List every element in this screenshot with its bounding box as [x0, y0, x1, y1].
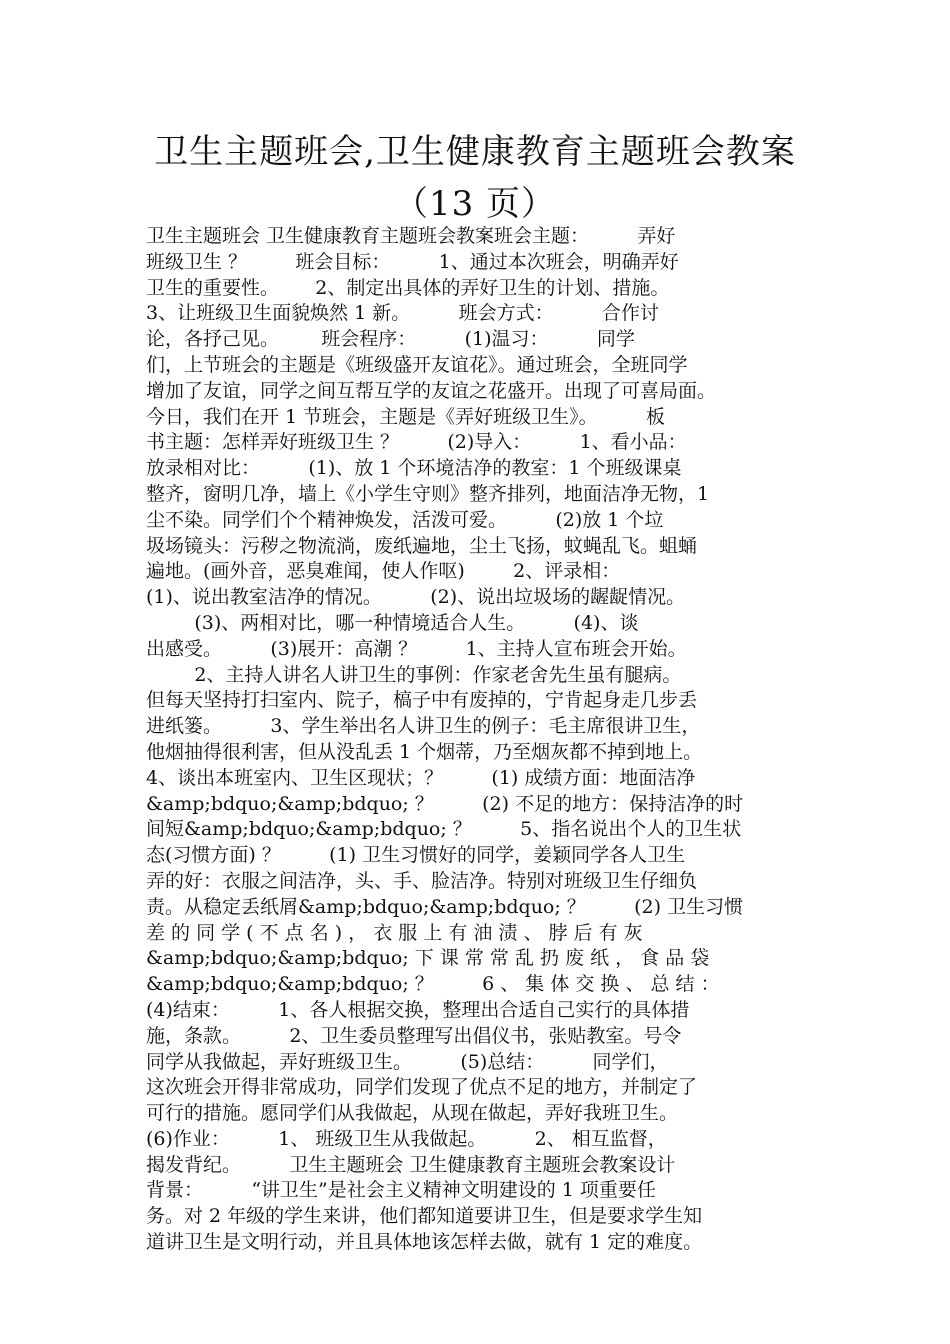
body-text-line: 背景： “讲卫生”是社会主义精神文明建设的 1 项重要任	[146, 1179, 656, 1202]
body-text-line: 整齐，窗明几净，墙上《小学生守则》整齐排列，地面洁净无物，1	[146, 482, 710, 505]
document-title: 卫生主题班会,卫生健康教育主题班会教案	[154, 132, 796, 172]
body-text-line: 态(习惯方面) ？ (1) 卫生习惯好的同学，姜颖同学各人卫生	[146, 844, 686, 867]
body-text-line: 施，条款。 2、卫生委员整理写出倡仪书，张贴教室。号令	[146, 1024, 682, 1047]
body-text-line: (6)作业： 1、 班级卫生从我做起。 2、 相互监督，	[146, 1127, 667, 1150]
body-text-line: 弄的好：衣服之间洁净，头、手、脸洁净。特别对班级卫生仔细负	[146, 869, 698, 892]
body-text-line: (1)、说出教室洁净的情况。 (2)、说出垃圾场的龌龊情况。	[146, 586, 686, 609]
body-text-line: 今日，我们在开 1 节班会，主题是《弄好班级卫生》。 板	[146, 405, 665, 428]
body-text-line: (3)、两相对比，哪一种情境适合人生。 (4)、谈	[146, 611, 639, 634]
body-text-line: 书主题：怎样弄好班级卫生 ？ (2)导入： 1、看小品：	[146, 431, 687, 454]
body-text-line: 道讲卫生是文明行动，并且具体地该怎样去做，就有 1 定的难度。	[146, 1231, 703, 1254]
body-text-line: (4)结束： 1、各人根据交换，整理出合适自己实行的具体措	[146, 998, 690, 1021]
body-text-line: 差 的 同 学 ( 不 点 名 ) ， 衣 服 上 有 油 渍 、 脖 后 有 灰	[146, 921, 643, 944]
document-body	[146, 224, 810, 1256]
document-title-page-count: （13 页）	[393, 184, 557, 224]
body-text-line: 尘不染。同学们个个精神焕发，活泼可爱。 (2)放 1 个垃	[146, 508, 664, 531]
body-text-line: 卫生的重要性。 2、制定出具体的弄好卫生的计划、措施。	[146, 276, 670, 299]
body-text-line: 班级卫生 ？ 班会目标： 1、通过本次班会，明确弄好	[146, 250, 679, 273]
body-text-line: 进纸篓。 3、学生举出名人讲卫生的例子：毛主席很讲卫生，	[146, 715, 701, 738]
body-text-line: 揭发背纪。 卫生主题班会 卫生健康教育主题班会教案设计	[146, 1153, 676, 1176]
body-text-line: 他烟抽得很利害，但从没乱丢 1 个烟蒂，乃至烟灰都不掉到地上。	[146, 740, 703, 763]
body-text-line: 遍地。(画外音，恶臭难闻，使人作呕) 2、评录相：	[146, 560, 621, 583]
body-text-line: &amp;bdquo;&amp;bdquo; 下 课 常 常 乱 扔 废 纸 ， 食 品 袋	[146, 947, 710, 970]
body-text-line: 圾场镜头：污秽之物流淌，废纸遍地，尘土飞扬，蚊蝇乱飞。蛆蛹	[146, 534, 698, 557]
body-text-line: 4、谈出本班室内、卫生区现状；？ (1) 成绩方面：地面洁净	[146, 766, 696, 789]
body-text-line: 论，各抒己见。 班会程序： (1)温习： 同学	[146, 328, 635, 351]
body-text-line: 但每天坚持打扫室内、院子，槁子中有废掉的，宁肯起身走几步丢	[146, 689, 698, 712]
body-text-line: 3、让班级卫生面貌焕然 1 新。 班会方式： 合作讨	[146, 302, 659, 325]
body-text-line: 可行的措施。愿同学们从我做起，从现在做起，弄好我班卫生。	[146, 1102, 679, 1125]
body-text-line: 2、主持人讲名人讲卫生的事例：作家老舍先生虽有腿病。	[146, 663, 682, 686]
body-text-line: &amp;bdquo;&amp;bdquo; ？ (2) 不足的地方：保持洁净的时	[146, 792, 744, 815]
body-text-line: 责。从稳定丢纸屑&amp;bdquo;&amp;bdquo; ？ (2) 卫生习惯	[146, 895, 744, 918]
body-text-line: 务。对 2 年级的学生来讲，他们都知道要讲卫生，但是要求学生知	[146, 1205, 703, 1228]
body-text-line: 出感受。 (3)展开：高潮 ？ 1、主持人宣布班会开始。	[146, 637, 687, 660]
body-text-line: 放录相对比： (1)、放 1 个环境洁净的教室：1 个班级课桌	[146, 457, 682, 480]
body-text-line: 卫生主题班会 卫生健康教育主题班会教案班会主题： 弄好	[146, 225, 676, 247]
body-text-line: 增加了友谊，同学之间互帮互学的友谊之花盛开。出现了可喜局面。	[146, 379, 717, 402]
body-text-line: 间短&amp;bdquo;&amp;bdquo; ？ 5、指名说出个人的卫生状	[146, 818, 742, 841]
body-text-line: 们，上节班会的主题是《班级盛开友谊花》。通过班会，全班同学	[146, 353, 688, 376]
body-text-line: &amp;bdquo;&amp;bdquo; ？ 6 、 集 体 交 换 、 总 结 ：	[146, 973, 720, 996]
body-text-line: 同学从我做起，弄好班级卫生。 (5)总结： 同学们，	[146, 1050, 669, 1073]
body-text-line: 这次班会开得非常成功，同学们发现了优点不足的地方，并制定了	[146, 1076, 698, 1099]
